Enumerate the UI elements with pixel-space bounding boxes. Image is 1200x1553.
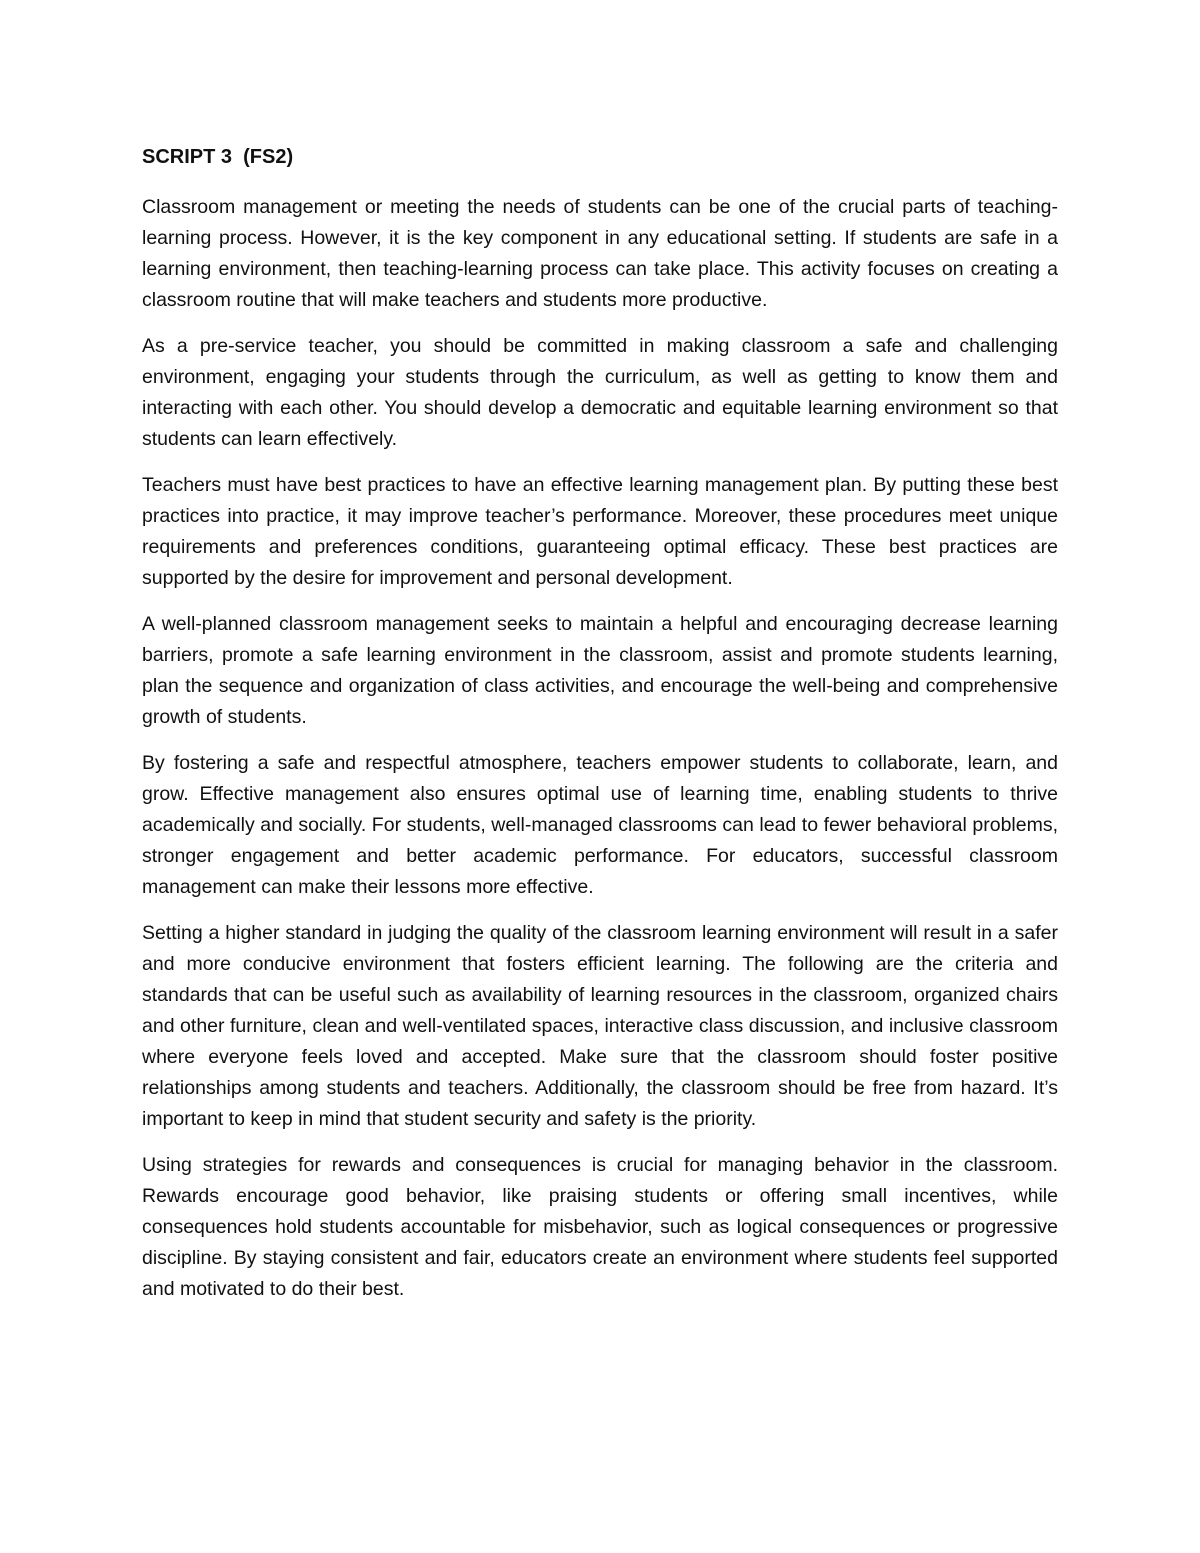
paragraph-5: By fostering a safe and respectful atmosphere, teachers empower students to collaborate, learn, and grow. Effective management also ensures optimal use of learning time, enabling students to thrive academically and socially. For students, well-managed classrooms can lead to fewer behavioral problems, stronger engagement and better academic performance. For educators, successful classroom management can make their lessons more effective. [142,752,1058,898]
paragraph-1: Classroom management or meeting the needs of students can be one of the crucial parts of teaching-learning process. However, it is the key component in any educational setting. If students are safe in a learning environment, then teaching-learning process can take place. This activity focuses on creating a classroom routine that will make teachers and students more productive. [142,196,1058,311]
paragraph-7: Using strategies for rewards and consequences is crucial for managing behavior in the classroom. Rewards encourage good behavior, like praising students or offering small incentives, while consequences hold students accountable for misbehavior, such as logical consequences or progressive discipline. By staying consistent and fair, educators create an environment where students feel supported and motivated to do their best. [142,1154,1058,1300]
paragraph-2: As a pre-service teacher, you should be committed in making classroom a safe and challenging environment, engaging your students through the curriculum, as well as getting to know them and interacting with each other. You should develop a democratic and equitable learning environment so that students can learn effectively. [142,335,1058,450]
paragraph-4: A well-planned classroom management seeks to maintain a helpful and encouraging decrease learning barriers, promote a safe learning environment in the classroom, assist and promote students learning, plan the sequence and organization of class activities, and encourage the well-being and comprehensive growth of students. [142,613,1058,728]
document-body [142,142,1058,1320]
paragraph-6: Setting a higher standard in judging the quality of the classroom learning environment will result in a safer and more conducive environment that fosters efficient learning. The following are the criteria and standards that can be useful such as availability of learning resources in the classroom, organized chairs and other furniture, clean and well-ventilated spaces, interactive class discussion, and inclusive classroom where everyone feels loved and accepted. Make sure that the classroom should foster positive relationships among students and teachers. Additionally, the classroom should be free from hazard. It’s important to keep in mind that student security and safety is the priority. [142,922,1058,1130]
paragraph-3: Teachers must have best practices to have an effective learning management plan. By putting these best practices into practice, it may improve teacher’s performance. Moreover, these procedures meet unique requirements and preferences conditions, guaranteeing optimal efficacy. These best practices are supported by the desire for improvement and personal development. [142,474,1058,589]
document-title: SCRIPT 3 (FS2) [142,146,294,168]
